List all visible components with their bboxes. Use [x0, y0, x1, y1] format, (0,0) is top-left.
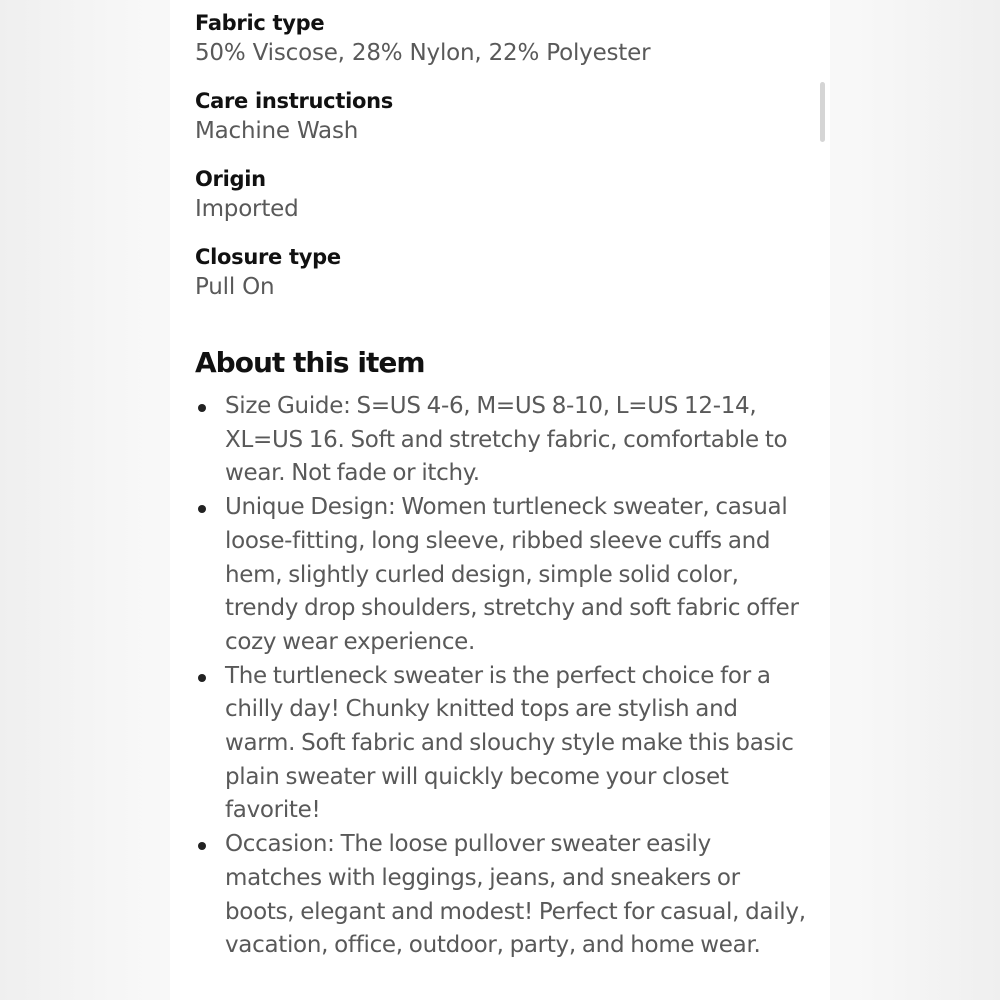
spec-fabric-type	[195, 9, 810, 70]
spec-origin	[195, 165, 810, 226]
bullet-text: Occasion: The loose pullover sweater easily matches with leggings, jeans, and sneakers or boots, elegant and modest! Perfect for casual, daily, vacation, office, outdoor, party, and home wear.	[225, 831, 806, 959]
bullet-icon	[198, 404, 206, 412]
spec-value: Imported	[195, 196, 299, 222]
list-item	[195, 660, 810, 829]
spec-label: Care instructions	[195, 89, 393, 113]
bullet-text: Unique Design: Women turtleneck sweater, casual loose-fitting, long sleeve, ribbed sleeve cuffs and hem, slightly curled design, simple solid color, trendy drop shoulders, stretchy and soft fabric offer cozy wear experience.	[225, 494, 799, 655]
bullet-icon	[198, 674, 206, 682]
spec-value: 50% Viscose, 28% Nylon, 22% Polyester	[195, 40, 651, 66]
scrollbar-thumb[interactable]	[820, 82, 825, 142]
spec-closure-type	[195, 243, 810, 304]
bullet-icon	[198, 842, 206, 850]
spec-label: Closure type	[195, 245, 341, 269]
spec-value: Machine Wash	[195, 118, 359, 144]
bullet-text: Size Guide: S=US 4-6, M=US 8-10, L=US 12-14, XL=US 16. Soft and stretchy fabric, comfortable to wear. Not fade or itchy.	[225, 393, 788, 487]
spec-label: Fabric type	[195, 11, 325, 35]
list-item	[195, 390, 810, 491]
about-bullet-list	[195, 390, 810, 963]
about-this-item-heading: About this item	[195, 346, 425, 379]
bullet-text: The turtleneck sweater is the perfect choice for a chilly day! Chunky knitted tops are stylish and warm. Soft fabric and slouchy style make this basic plain sweater will quickly become your closet favorite!	[225, 662, 794, 824]
spec-value: Pull On	[195, 274, 275, 300]
spec-label: Origin	[195, 167, 266, 191]
list-item	[195, 828, 810, 963]
bullet-icon	[198, 505, 206, 513]
product-details-panel[interactable]	[170, 0, 830, 1000]
list-item	[195, 491, 810, 660]
product-details-content	[195, 9, 810, 963]
spec-care-instructions	[195, 87, 810, 148]
